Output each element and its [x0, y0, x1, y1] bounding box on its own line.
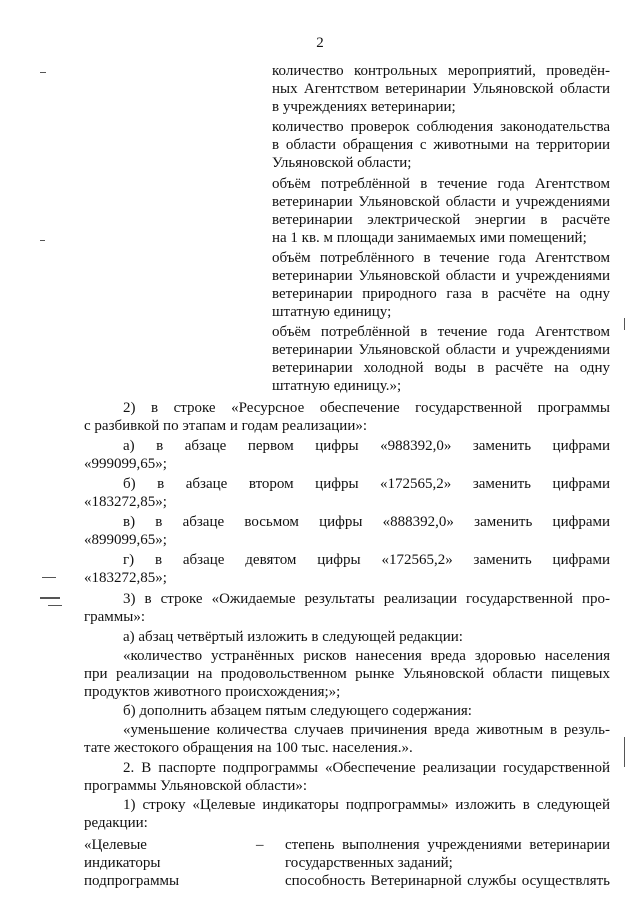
- table-cell-value: степень выполнения учреждениями ветеринарии: [285, 837, 610, 853]
- text-line: тате жестокого обращения на 100 тыс. населения.».: [84, 740, 413, 756]
- scan-mark: [40, 240, 45, 241]
- text-line: программы Ульяновской области»:: [84, 778, 308, 794]
- table-cell-label: «Целевые: [84, 837, 147, 853]
- text-line: ветеринарии природного газа в расчёте на одну: [272, 286, 610, 302]
- text-line: Ульяновской области;: [272, 155, 412, 171]
- text-line: объём потреблённой в течение года Агентством: [272, 324, 610, 340]
- text-line: объём потреблённой в течение года Агентством: [272, 176, 610, 192]
- text-line: 2. В паспорте подпрограммы «Обеспечение реализации государственной: [123, 760, 610, 776]
- text-line: а) в абзаце первом цифры «988392,0» заменить цифрами: [123, 438, 610, 454]
- text-line: б) в абзаце втором цифры «172565,2» заменить цифрами: [123, 476, 610, 492]
- table-cell-label: индикаторы: [84, 855, 161, 871]
- text-line: ветеринарии Ульяновской области и учреждениями: [272, 342, 610, 358]
- text-line: «количество устранённых рисков нанесения вреда здоровью населения: [123, 648, 610, 664]
- text-line: 2) в строке «Ресурсное обеспечение государственной программы: [123, 400, 610, 416]
- scan-mark: [40, 72, 46, 73]
- text-line: «999099,65»;: [84, 456, 167, 472]
- scan-mark: [48, 605, 62, 606]
- scan-mark: [624, 737, 625, 767]
- table-cell-label: подпрограммы: [84, 873, 180, 889]
- text-line: с разбивкой по этапам и годам реализации»:: [84, 418, 368, 434]
- text-line: объём потреблённого в течение года Агентством: [272, 250, 610, 266]
- text-line: г) в абзаце девятом цифры «172565,2» заменить цифрами: [123, 552, 610, 568]
- scan-mark: [40, 597, 60, 599]
- text-line: количество проверок соблюдения законодательства: [272, 119, 610, 135]
- text-line: б) дополнить абзацем пятым следующего содержания:: [123, 703, 472, 719]
- text-line: в области обращения с животными на территории: [272, 137, 610, 153]
- table-cell-value: государственных заданий;: [285, 855, 453, 871]
- text-line: 3) в строке «Ожидаемые результаты реализации государственной про-: [123, 591, 610, 607]
- text-line: в) в абзаце восьмом цифры «888392,0» заменить цифрами: [123, 514, 610, 530]
- scan-mark: [624, 318, 625, 330]
- text-line: ветеринарии электрической энергии в расчёте: [272, 212, 610, 228]
- text-line: продуктов животного происхождения;»;: [84, 684, 341, 700]
- text-line: количество контрольных мероприятий, проведён-: [272, 63, 610, 79]
- text-line: «183272,85»;: [84, 570, 167, 586]
- scan-mark: [42, 577, 56, 578]
- text-line: штатную единицу;: [272, 304, 392, 320]
- text-line: при реализации на продовольственном рынке Ульяновской области пищевых: [84, 666, 610, 682]
- text-line: ных Агентством ветеринарии Ульяновской области: [272, 81, 610, 97]
- text-line: граммы»:: [84, 609, 146, 625]
- text-line: в учреждениях ветеринарии;: [272, 99, 456, 115]
- text-line: штатную единицу.»;: [272, 378, 402, 394]
- text-line: на 1 кв. м площади занимаемых ими помещений;: [272, 230, 587, 246]
- table-cell-value: способность Ветеринарной службы осуществлять: [285, 873, 610, 889]
- text-line: ветеринарии холодной воды в расчёте на одну: [272, 360, 610, 376]
- text-line: ветеринарии Ульяновской области и учреждениями: [272, 194, 610, 210]
- text-line: а) абзац четвёртый изложить в следующей редакции:: [123, 629, 463, 645]
- text-line: редакции:: [84, 815, 148, 831]
- text-line: «уменьшение количества случаев причинения вреда животным в резуль-: [123, 722, 610, 738]
- text-line: 1) строку «Целевые индикаторы подпрограммы» изложить в следующей: [123, 797, 610, 813]
- text-line: «899099,65»;: [84, 532, 167, 548]
- table-dash: –: [256, 837, 264, 853]
- text-line: ветеринарии Ульяновской области и учреждениями: [272, 268, 610, 284]
- text-line: «183272,85»;: [84, 494, 167, 510]
- page-number: 2: [316, 35, 324, 51]
